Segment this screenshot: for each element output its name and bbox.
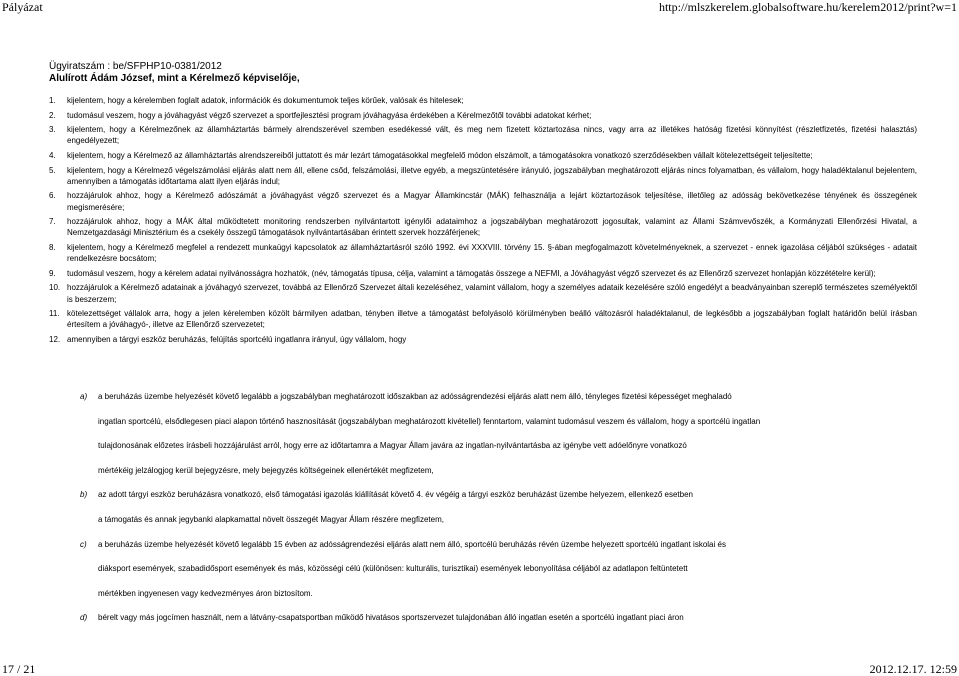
declaration-item bbox=[49, 190, 917, 212]
item-text: kötelezettséget vállalok arra, hogy a jelen kérelemben közölt bármilyen adatban, tényben illetve a támogatást befolyásoló körülményben beálló változásról haladéktalanul, de legkésőbb a jogszabályban foglalt határidőn belül írásban értesítem a jóváhagyó-, illetve az Ellenőrző szervezetet; bbox=[67, 309, 917, 330]
header-url: http://mlszkerelem.globalsoftware.hu/kerelem2012/print?w=1 bbox=[658, 0, 957, 14]
item-text: hozzájárulok ahhoz, hogy a Kérelmező adószámát a jóváhagyást végző szervezet és a Magyar Államkincstár (MÁK) felhasználja a lejárt köztartozások teljesítése, illetőleg az adósság bekövetkezése tényének és összegének megismerésére; bbox=[67, 191, 917, 212]
item-text: kijelentem, hogy a Kérelmezőnek az államháztartás bármely alrendszerével szemben esedékessé vált, és meg nem fizetett köztartozása nincs, vagy arra az illetékes hatóság fizetési könnyítést (részletfizetés, fizetési halasztás) engedélyezett; bbox=[67, 125, 917, 146]
subitem-letter: c) bbox=[80, 539, 87, 549]
subitem-line: a támogatás és annak jegybanki alapkamattal növelt összegét Magyar Állam részére megfizetem, bbox=[98, 514, 444, 524]
declaration-subitem bbox=[49, 391, 917, 489]
signer-statement: Alulírott Ádám József, mint a Kérelmező képviselője, bbox=[49, 73, 300, 84]
declaration-sublist bbox=[49, 391, 917, 637]
subitem-letter: b) bbox=[80, 490, 88, 500]
item-number: 11. bbox=[49, 309, 60, 319]
item-number: 10. bbox=[49, 283, 61, 293]
declaration-item bbox=[49, 268, 917, 279]
item-text: tudomásul veszem, hogy a jóváhagyást végző szervezet a sportfejlesztési program jóváhagyása érdekében a Kérelmezőtől további adatokat kérhet; bbox=[67, 110, 592, 120]
item-text: kijelentem, hogy a Kérelmező végelszámolási eljárás alatt nem áll, ellene csőd, felszámolási, illetve egyéb, a megszüntetésére irányuló, jogszabályban meghatározott eljárás nincs folyamatban, és vállalom, hogy haladéktalanul bejelentem, amennyiben a támogatás időtartama alatt ilyen eljárás indul; bbox=[67, 165, 917, 186]
declaration-item bbox=[49, 216, 917, 238]
subitem-line: diáksport események, szabadidősport események és más, közösségi célú (különösen: kulturális, turisztikai) események lebonyolítása céljából az adatlapon feltüntetett bbox=[98, 564, 688, 574]
page-number: 17 / 21 bbox=[2, 662, 36, 676]
item-number: 6. bbox=[49, 191, 56, 201]
declaration-subitem bbox=[49, 612, 917, 637]
header-page-title: Pályázat bbox=[2, 0, 43, 14]
item-number: 8. bbox=[49, 242, 56, 252]
declaration-item bbox=[49, 308, 917, 330]
subitem-letter: d) bbox=[80, 613, 88, 623]
item-number: 5. bbox=[49, 165, 56, 175]
declaration-list bbox=[49, 95, 917, 345]
item-text: tudomásul veszem, hogy a kérelem adatai nyilvánosságra hozhatók, (név, támogatás típusa, célja, valamint a támogatás összege a NEFMI, a Jóváhagyást végző szervezet és az Ellenőrző szervezet honlapján közzétételre kerül); bbox=[67, 268, 876, 278]
subitem-letter: a) bbox=[80, 392, 88, 401]
subitem-line: bérelt vagy más jogcímen használt, nem a látvány-csapatsportban működő hivatásos sportszervezet tulajdonában álló ingatlan esetén a sportcélú ingatlant piaci áron bbox=[98, 613, 684, 623]
item-text: amennyiben a tárgyi eszköz beruházás, felújítás sportcélú ingatlanra irányul, úgy vállalom, hogy bbox=[67, 334, 407, 344]
item-number: 3. bbox=[49, 125, 56, 135]
subitem-line: ingatlan sportcélú, elsődlegesen piaci alapon történő hasznosítását (jogszabályban meghatározott kivétellel) fenntartom, valamint tudomásul veszem és vállalom, hogy a sportcélú ingatlan bbox=[98, 416, 761, 426]
item-number: 12. bbox=[49, 334, 61, 344]
subitem-line: tulajdonosának előzetes írásbeli hozzájárulást arról, hogy erre az időtartamra a Magyar Állam javára az ingatlan-nyilvántartásba az igénybe vett adóelőnyre vonatkozó bbox=[98, 441, 687, 451]
declaration-item bbox=[49, 165, 917, 187]
declaration-item bbox=[49, 150, 917, 161]
item-text: kijelentem, hogy a Kérelmező megfelel a rendezett munkaügyi kapcsolatok az államháztartásról szóló 1992. évi XXXVIII. törvény 15. §-ában megfogalmazott követelményeknek, a szervezet - ennek igazolása céljából szükséges - adatait rendelkezésre bocsátom; bbox=[67, 242, 917, 264]
item-number: 1. bbox=[49, 96, 56, 105]
declaration-item bbox=[49, 334, 917, 345]
item-number: 7. bbox=[49, 217, 56, 227]
print-timestamp: 2012.12.17. 12:59 bbox=[869, 662, 957, 676]
item-text: kijelentem, hogy a kérelemben foglalt adatok, információk és dokumentumok teljes körűek, valósak és hitelesek; bbox=[67, 96, 464, 105]
declaration-subitem bbox=[49, 489, 917, 538]
item-number: 4. bbox=[49, 150, 56, 160]
case-number: Ügyiratszám : be/SFPHP10-0381/2012 bbox=[49, 61, 222, 72]
subitem-line: az adott tárgyi eszköz beruházásra vonatkozó, első támogatási igazolás kiállítását követő 4. év végéig a tárgyi eszköz beruházást üzembe helyezem, ellenkező esetben bbox=[98, 490, 693, 500]
subitem-line: mértékéig jelzálogjog kerül bejegyzésre, mely bejegyzés költségeinek ellenértékét megfizetem, bbox=[98, 465, 434, 475]
subitem-line: a beruházás üzembe helyezését követő legalább 15 évben az adósságrendezési eljárás alatt nem álló, sportcélú beruházás révén üzembe helyezett sportcélú ingatlant iskolai és bbox=[98, 539, 726, 549]
declaration-item bbox=[49, 95, 917, 106]
declaration-item bbox=[49, 282, 917, 304]
declaration-item bbox=[49, 242, 917, 264]
item-text: hozzájárulok ahhoz, hogy a MÁK által működtetett monitoring rendszerben nyilvántartott igénylői adataimhoz a jogszabályban meghatározott jogosultak, valamint az Állami Számvevőszék, a Kormányzati Ellenőrzési Hivatal, a Nemzetgazdasági Minisztérium és a csekély összegű támogatások nyilvántartásában érintett szervek hozzáférjenek; bbox=[67, 217, 917, 238]
subitem-line: a beruházás üzembe helyezését követő legalább a jogszabályban meghatározott időszakban az adósságrendezési eljárás alatt nem álló, tényleges fizetési képességet meghaladó bbox=[98, 392, 732, 401]
declaration-item bbox=[49, 110, 917, 121]
item-text: kijelentem, hogy a Kérelmező az államháztartás alrendszereiből juttatott és már lezárt támogatásokkal megfelelő módon elszámolt, a támogatásokra vonatkozó szerződésekben vállalt kötelezettségeit teljesítette; bbox=[67, 150, 813, 160]
item-number: 9. bbox=[49, 268, 56, 278]
subitem-line: mértékben ingyenesen vagy kedvezményes áron biztosítom. bbox=[98, 588, 313, 598]
item-number: 2. bbox=[49, 110, 56, 120]
declaration-item bbox=[49, 124, 917, 146]
declaration-subitem bbox=[49, 539, 917, 613]
item-text: hozzájárulok a Kérelmező adatainak a jóváhagyó szervezet, továbbá az Ellenőrző Szervezet általi kezeléséhez, valamint vállalom, hogy a személyes adataik kezelésére szóló engedélyt a beadványainban szereplő természetes személyektől is beszerzem; bbox=[67, 283, 917, 304]
